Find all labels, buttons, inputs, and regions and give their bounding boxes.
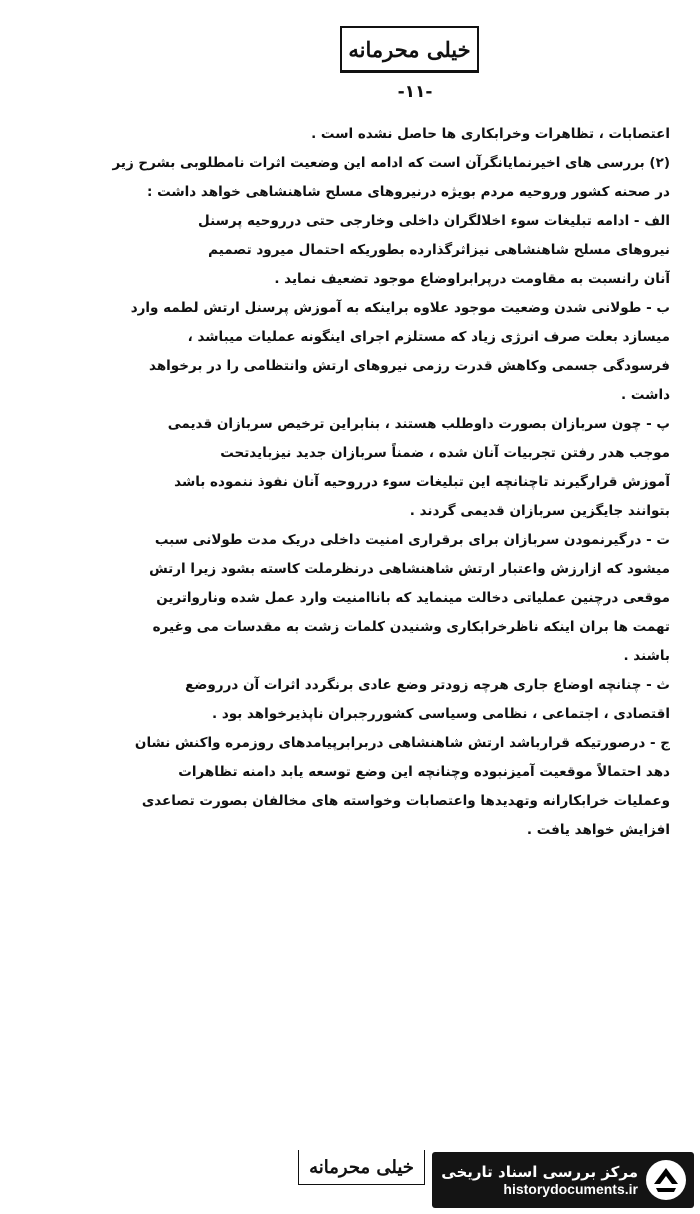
archive-logo-icon — [644, 1158, 688, 1202]
body-line: بتوانند جایگزین سربازان قدیمی گردند . — [409, 503, 670, 519]
body-line: ج - درصورتیکه قرارباشد ارتش شاهنشاهی دربرابرپیامدهای روزمره واکنش نشان — [134, 735, 670, 751]
body-line: ث - چنانچه اوضاع جاری هرچه زودتر وضع عادی برنگردد اثرات آن درروضع — [185, 677, 670, 693]
watermark-text — [441, 1163, 644, 1197]
body-line: میسازد بعلت صرف انرژی زیاد که مستلزم اجرای اینگونه عملیات میباشد ، — [187, 329, 670, 345]
document-body — [40, 120, 670, 845]
body-line: موجب هدر رفتن تجربیات آنان شده ، ضمناً سربازان جدید نیزبایدتحت — [220, 445, 670, 461]
body-line: فرسودگی جسمی وکاهش قدرت رزمی نیروهای ارتش وانتظامی را در برخواهد — [149, 358, 670, 374]
body-line: نیروهای مسلح شاهنشاهی نیزاثرگذارده بطوریکه احتمال میرود تصمیم — [208, 242, 670, 258]
body-line: وعملیات خرابکارانه وتهدیدها واعتصابات وخواسته های مخالفان بصورت تصاعدی — [141, 793, 670, 809]
body-line: باشند . — [623, 648, 670, 664]
watermark-name: مرکز بررسی اسناد تاریخی — [441, 1163, 638, 1181]
body-line: تهمت ها بران اینکه ناظرخرابکاری وشنیدن کلمات زشت به مقدسات می وغیره — [152, 619, 670, 635]
body-line: اعتصابات ، تظاهرات وخرابکاری ها حاصل نشده است . — [311, 126, 670, 142]
body-line: میشود که ازارزش واعتبار ارتش شاهنشاهی درنظرملت کاسته بشود زیرا ارتش — [149, 561, 670, 577]
body-line: آنان رانسبت به مقاومت درپرابراوضاع موجود تضعیف نماید . — [274, 271, 670, 287]
page-number: -۱۱- — [397, 82, 433, 102]
watermark-url: historydocuments.ir — [503, 1181, 638, 1197]
body-line: الف - ادامه تبلیغات سوء اخلالگران داخلی وخارجی حتی درروحیه پرسنل — [198, 213, 670, 229]
watermark-badge[interactable] — [432, 1152, 694, 1208]
body-line: داشت . — [621, 387, 670, 403]
body-line: آموزش قرارگیرند تاچنانچه این تبلیغات سوء درروحیه آنان نفوذ ننموده باشد — [174, 474, 670, 490]
classification-stamp-bottom: خیلی محرمانه — [298, 1150, 425, 1185]
body-line: ب - طولانی شدن وضعیت موجود علاوه براینکه به آموزش پرسنل ارتش لطمه وارد — [130, 300, 670, 316]
body-line: افزایش خواهد یافت . — [526, 822, 670, 838]
body-line: پ - چون سربازان بصورت داوطلب هستند ، بنابراین ترخیص سربازان قدیمی — [167, 416, 670, 432]
body-line: در صحنه کشور وروحیه مردم بویژه درنیروهای مسلح شاهنشاهی خواهد داشت : — [147, 184, 670, 200]
body-line: ت - درگیرنمودن سربازان برای برقراری امنیت داخلی دریک مدت طولانی سبب — [154, 532, 670, 548]
body-line: (۲) بررسی های اخیرنمایانگرآن است که ادامه این وضعیت اثرات نامطلوبی بشرح زیر — [112, 155, 670, 171]
body-line: اقتصادی ، اجتماعی ، نظامی وسیاسی کشوررجبران ناپذیرخواهد بود . — [212, 706, 670, 722]
body-line: موقعی درچنین عملیاتی دخالت مینماید که باناامنیت وارد عمل شده ونارواترین — [156, 590, 670, 606]
body-line: دهد احتمالاً موقعیت آمیزنبوده وچنانچه این وضع توسعه یابد دامنه تظاهرات — [178, 764, 670, 780]
classification-stamp-top: خیلی محرمانه — [340, 26, 479, 73]
